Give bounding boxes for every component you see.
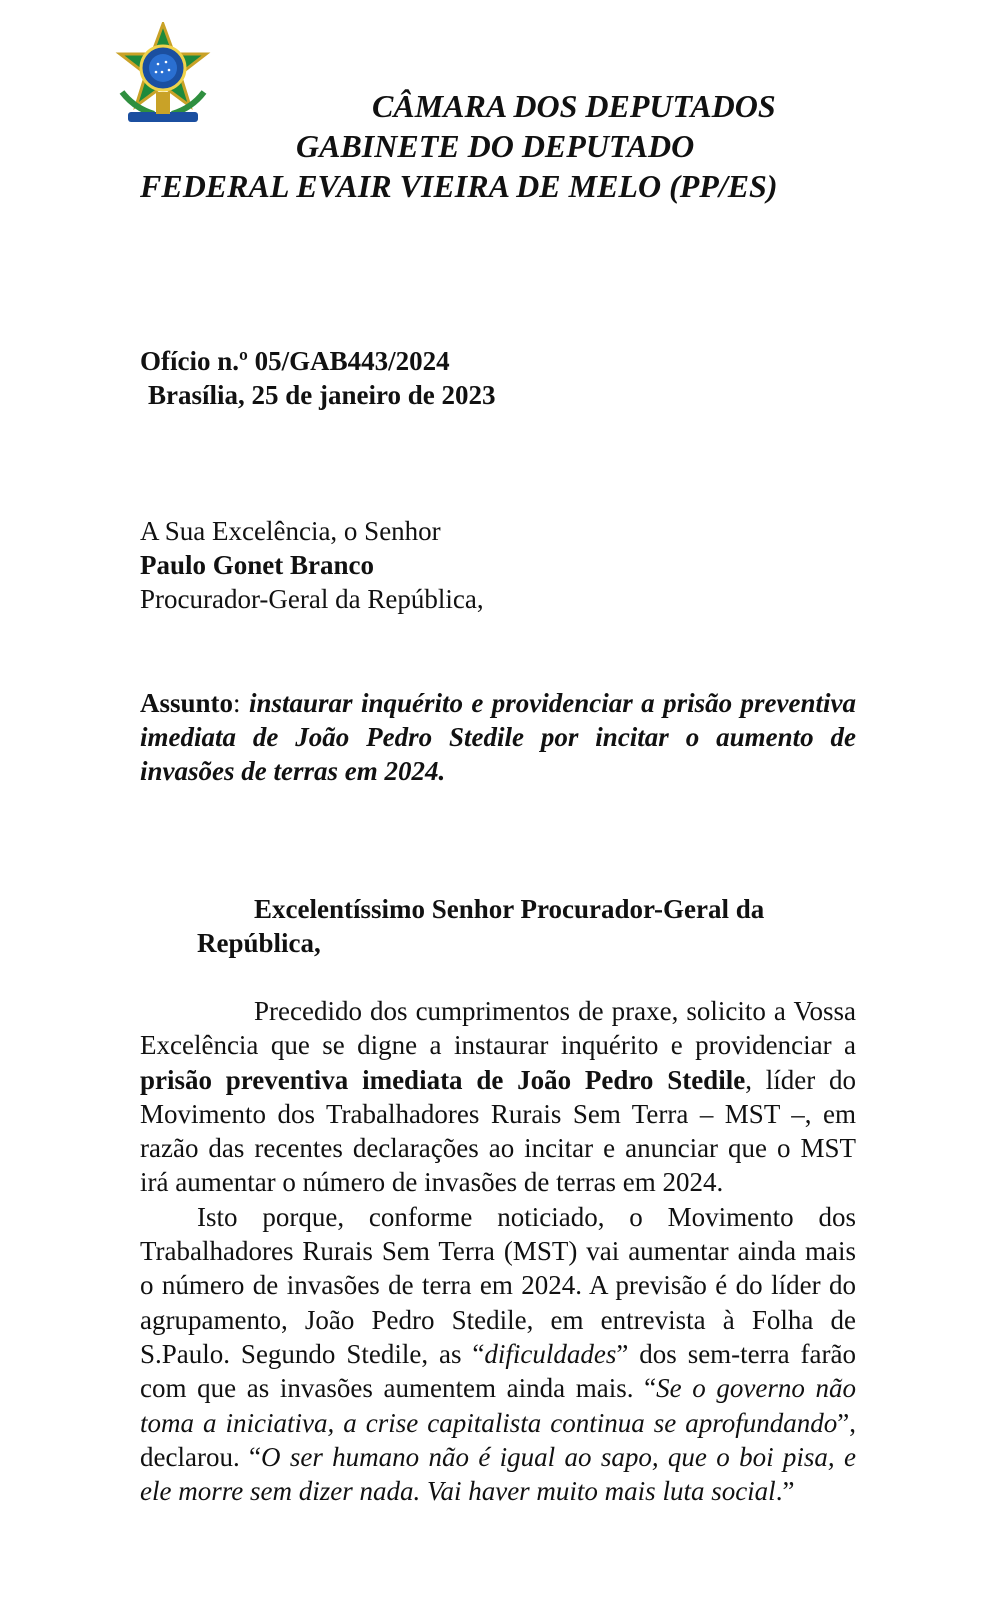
paragraph-1	[140, 994, 856, 1200]
subject-block	[140, 686, 856, 788]
p2-quote-1: dificuldades	[484, 1338, 617, 1369]
p2-text-e: ”, declarou. “	[140, 1407, 856, 1472]
header-line-1: CÂMARA DOS DEPUTADOS	[372, 88, 776, 124]
p2-text-g: .”	[775, 1476, 795, 1507]
header-line-2: GABINETE DO DEPUTADO	[296, 128, 695, 164]
p2-quote-2: Se o governo não toma a iniciativa, a crise capitalista continua se aprofundando	[140, 1373, 856, 1438]
p2-text-c: ” dos sem-terra farão com que as invasões aumentem ainda mais. “	[140, 1338, 856, 1404]
recipient-block	[140, 514, 484, 616]
header-line-3: FEDERAL EVAIR VIEIRA DE MELO (PP/ES)	[140, 168, 778, 204]
greeting-line-1: Excelentíssimo Senhor Procurador-Geral da	[254, 894, 765, 924]
greeting-line-2: República,	[197, 928, 321, 958]
recipient-title: Procurador-Geral da República,	[140, 584, 484, 614]
p1-text-a: Precedido dos cumprimentos de praxe, solicito a Vossa Excelência que se digne a instaurar inquérito e providenciar a	[140, 996, 856, 1061]
oficio-number: Ofício n.º 05/GAB443/2024	[140, 346, 450, 376]
paragraph-2	[140, 1200, 856, 1509]
document-meta	[140, 344, 496, 412]
document-date: Brasília, 25 de janeiro de 2023	[148, 380, 496, 410]
brazil-coat-of-arms-icon	[114, 22, 212, 128]
subject-text: instaurar inquérito e providenciar a prisão preventiva imediata de João Pedro Stedile por incitar o aumento de invasões de terras em 2024.	[140, 688, 856, 786]
letter-body	[140, 994, 856, 1508]
p1-text-bold: prisão preventiva imediata de João Pedro Stedile	[140, 1064, 746, 1095]
recipient-salutation: A Sua Excelência, o Senhor	[140, 516, 441, 546]
recipient-name: Paulo Gonet Branco	[140, 550, 374, 580]
p2-quote-3: O ser humano não é igual ao sapo, que o boi pisa, e ele morre sem dizer nada. Vai haver muito mais luta social	[140, 1441, 856, 1507]
subject-label: Assunto	[140, 688, 234, 718]
p1-text-c: , líder do Movimento dos Trabalhadores Rurais Sem Terra – MST –, em razão das recentes declarações ao incitar e anunciar que o MST irá aumentar o número de invasões de terras em 2024.	[140, 1064, 857, 1198]
subject-colon: :	[233, 688, 249, 718]
p2-text-a: Isto porque, conforme noticiado, o Movimento dos Trabalhadores Rurais Sem Terra (MST) vai aumentar ainda mais o número de invasões de terra em 2024. A previsão é do líder do agrupamento, João Pedro Stedile, em entrevista à Folha de S.Paulo. Segundo Stedile, as “	[140, 1201, 856, 1369]
